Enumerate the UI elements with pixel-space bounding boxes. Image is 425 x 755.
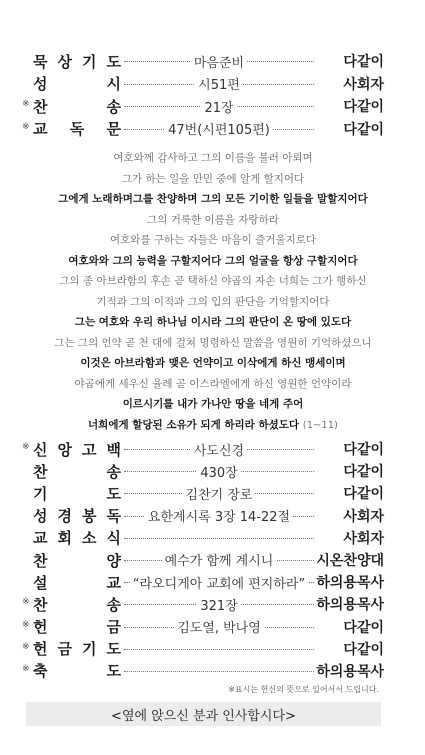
reading-text: 이르시기를 내가 가나안 땅을 네게 주어 bbox=[122, 398, 304, 410]
order-row bbox=[22, 660, 384, 682]
order-label bbox=[33, 660, 121, 682]
order-label bbox=[33, 616, 121, 638]
reading-line bbox=[22, 312, 404, 333]
order-label-char: 교 bbox=[33, 529, 48, 548]
order-content-box bbox=[124, 73, 314, 95]
order-label-char: 소 bbox=[82, 529, 97, 548]
standing-note: ※표시는 헌신의 뜻으로 일어서서 드립니다. bbox=[228, 685, 379, 694]
order-content: 김찬기 장로 bbox=[183, 484, 256, 503]
order-label bbox=[33, 593, 121, 615]
order-label bbox=[33, 118, 121, 140]
order-label bbox=[33, 50, 121, 72]
order-content-box bbox=[124, 95, 314, 117]
order-content-box bbox=[124, 118, 314, 140]
order-label-char: 경 bbox=[57, 507, 72, 526]
reading-text: 그의 거룩한 이름을 자랑하라 bbox=[147, 213, 279, 226]
reading-line bbox=[22, 169, 404, 190]
order-label bbox=[33, 549, 121, 571]
reading-text: 그는 여호와 우리 하나님 이시라 그의 판단이 온 땅에 있도다 bbox=[74, 316, 352, 328]
order-row bbox=[22, 95, 384, 118]
order-label bbox=[33, 505, 121, 527]
order-label-char: 도 bbox=[106, 52, 121, 71]
standing-mark: ※ bbox=[22, 641, 30, 652]
reading-reference: (1~11) bbox=[302, 419, 338, 431]
order-content: 321장 bbox=[197, 595, 240, 614]
order-label bbox=[33, 482, 121, 504]
order-label-char: 헌 bbox=[33, 618, 48, 637]
dotted-leader bbox=[124, 649, 314, 650]
order-content: 마음준비 bbox=[191, 52, 247, 71]
order-role: 다같이 bbox=[343, 442, 384, 458]
order-label-char: 독 bbox=[106, 507, 121, 526]
order-label bbox=[33, 73, 121, 95]
order-content-box bbox=[124, 571, 314, 593]
order-row bbox=[22, 571, 384, 593]
order-content: 사도신경 bbox=[191, 440, 247, 459]
order-role: 하의용목사 bbox=[316, 597, 384, 614]
order-label-char: 앙 bbox=[57, 440, 72, 459]
order-row bbox=[22, 50, 384, 73]
order-label bbox=[33, 460, 121, 482]
order-label-char: 회 bbox=[57, 529, 72, 548]
order-label-char: 송 bbox=[106, 595, 121, 614]
dotted-leader bbox=[124, 671, 314, 672]
order-role: 사회자 bbox=[343, 530, 384, 547]
standing-mark: ※ bbox=[22, 442, 30, 452]
order-label-char: 찬 bbox=[33, 595, 48, 614]
order-role: 다같이 bbox=[343, 121, 384, 138]
order-label bbox=[33, 95, 121, 117]
reading-line bbox=[22, 148, 404, 169]
reading-text: 여호와께 감사하고 그의 이름을 불러 아뢰며 bbox=[113, 152, 313, 164]
order-row bbox=[22, 438, 384, 460]
standing-mark: ※ bbox=[22, 99, 30, 109]
order-content: 요한계시록 3장 14-22절 bbox=[145, 506, 293, 525]
order-row bbox=[22, 460, 384, 482]
order-row bbox=[22, 482, 384, 504]
order-content-box bbox=[124, 549, 314, 571]
reading-line bbox=[22, 374, 404, 395]
standing-mark: ※ bbox=[22, 597, 30, 608]
greeting-footer: <옆에 앉으신 분과 인사합시다> bbox=[26, 702, 381, 726]
order-label-char: 찬 bbox=[33, 551, 48, 570]
worship-order-top bbox=[22, 50, 384, 140]
order-label bbox=[33, 527, 121, 549]
order-content-box bbox=[124, 460, 314, 482]
order-label-char: 기 bbox=[33, 484, 48, 503]
order-label-char: 성 bbox=[33, 75, 48, 94]
order-content: 430장 bbox=[197, 462, 240, 481]
order-row bbox=[22, 527, 384, 549]
reading-line bbox=[22, 251, 404, 272]
order-label-char: 도 bbox=[106, 662, 121, 681]
order-label-char: 백 bbox=[106, 440, 121, 459]
order-content: 예수가 함께 계시니 bbox=[162, 550, 277, 569]
reading-line bbox=[22, 189, 404, 210]
order-label-char: 봉 bbox=[82, 507, 97, 526]
order-role: 다같이 bbox=[343, 486, 384, 503]
reading-line bbox=[22, 333, 404, 354]
order-content-box bbox=[124, 482, 314, 504]
order-row bbox=[22, 616, 384, 638]
order-label-char: 송 bbox=[106, 97, 121, 116]
order-label-char: 설 bbox=[33, 573, 48, 592]
order-label-char: 묵 bbox=[33, 52, 48, 71]
order-role: 사회자 bbox=[343, 508, 384, 525]
reading-text: 너희에게 할당된 소유가 되게 하리라 하셨도다 bbox=[88, 418, 300, 431]
reading-line bbox=[22, 353, 404, 374]
order-role: 다같이 bbox=[343, 464, 384, 481]
order-label-char: 헌 bbox=[33, 640, 48, 659]
reading-text: 그에게 노래하며그를 찬양하며 그의 모든 기이한 일들을 말할지어다 bbox=[58, 193, 368, 205]
order-role: 다같이 bbox=[343, 99, 384, 115]
order-role: 하의용목사 bbox=[316, 663, 384, 680]
standing-mark: ※ bbox=[22, 619, 30, 630]
order-label-char: 도 bbox=[106, 640, 121, 659]
reading-line bbox=[22, 394, 404, 415]
reading-line bbox=[22, 230, 404, 251]
order-label-char: 고 bbox=[82, 440, 97, 459]
order-label bbox=[33, 438, 121, 460]
order-content: 21장 bbox=[201, 97, 236, 116]
order-row bbox=[22, 549, 384, 571]
order-label-char: 성 bbox=[33, 507, 48, 526]
reading-text: 야곱에게 세우신 율례 곧 이스라엘에게 하신 영원한 언약이라 bbox=[74, 377, 352, 390]
order-row bbox=[22, 73, 384, 96]
order-label-char: 식 bbox=[106, 529, 121, 548]
dotted-leader bbox=[124, 538, 314, 539]
reading-text: 그는 그의 언약 곧 천 대에 걸쳐 명령하신 말씀을 영원히 기억하셨으니 bbox=[54, 336, 372, 349]
order-role: 시온찬양대 bbox=[316, 552, 384, 569]
order-label-char: 기 bbox=[82, 52, 97, 71]
order-label-char: 독 bbox=[69, 120, 85, 139]
order-content: 시51편 bbox=[195, 74, 243, 93]
responsive-reading bbox=[22, 148, 404, 435]
order-content-box bbox=[124, 438, 314, 460]
order-label-char: 송 bbox=[106, 462, 121, 481]
standing-mark: ※ bbox=[22, 663, 30, 674]
order-role: 사회자 bbox=[343, 76, 384, 93]
order-label-char: 금 bbox=[106, 618, 121, 637]
order-label-char: 금 bbox=[57, 640, 72, 659]
order-label-char: 도 bbox=[106, 484, 121, 503]
order-role: 다같이 bbox=[343, 641, 384, 658]
order-label bbox=[33, 571, 121, 593]
reading-line bbox=[22, 415, 404, 436]
reading-text: 이것은 아브라함과 맺은 언약이고 이삭에게 하신 맹세이며 bbox=[80, 357, 346, 369]
reading-line bbox=[22, 210, 404, 231]
order-label-char: 문 bbox=[106, 120, 121, 139]
order-label-char: 교 bbox=[106, 573, 121, 592]
order-row bbox=[22, 118, 384, 141]
order-content: 김도열, 박나영 bbox=[174, 617, 264, 636]
order-content-box bbox=[124, 50, 314, 72]
reading-text: 기적과 그의 이적과 그의 입의 판단을 기억할지어다 bbox=[96, 295, 330, 308]
order-content: 47번(시편105편) bbox=[165, 119, 273, 138]
reading-text: 그가 하는 일을 만민 중에 알게 할지어다 bbox=[121, 172, 305, 185]
order-content-box bbox=[124, 616, 314, 638]
order-label-char: 신 bbox=[33, 440, 48, 459]
reading-text: 여호와를 구하는 자들은 마음이 즐거울지로다 bbox=[109, 234, 317, 246]
order-label-char: 축 bbox=[33, 662, 48, 681]
order-row bbox=[22, 593, 384, 615]
reading-text: 여호와와 그의 능력을 구할지어다 그의 얼굴을 항상 구할지어다 bbox=[68, 254, 358, 267]
standing-mark: ※ bbox=[22, 121, 30, 132]
order-role: 다같이 bbox=[343, 54, 384, 70]
order-content-box bbox=[124, 505, 314, 527]
order-label-char: 찬 bbox=[33, 97, 48, 116]
order-label-char: 기 bbox=[82, 640, 97, 659]
order-label-char: 교 bbox=[33, 120, 48, 139]
order-content: “라오디게아 교회에 편지하라” bbox=[130, 573, 308, 592]
worship-order-bottom bbox=[22, 438, 384, 682]
order-label-char: 상 bbox=[57, 52, 72, 71]
order-role: 하의용목사 bbox=[316, 575, 384, 592]
order-role: 다같이 bbox=[343, 619, 384, 636]
reading-text: 그의 종 아브라함의 후손 곧 택하신 야곱의 자손 너희는 그가 행하신 bbox=[59, 275, 367, 287]
order-label bbox=[33, 638, 121, 660]
order-label-char: 양 bbox=[106, 551, 121, 570]
order-label-char: 찬 bbox=[33, 462, 48, 481]
order-row bbox=[22, 638, 384, 660]
order-content-box bbox=[124, 593, 314, 615]
order-row bbox=[22, 505, 384, 527]
reading-line bbox=[22, 292, 404, 313]
order-label-char: 시 bbox=[106, 75, 121, 94]
reading-line bbox=[22, 271, 404, 292]
